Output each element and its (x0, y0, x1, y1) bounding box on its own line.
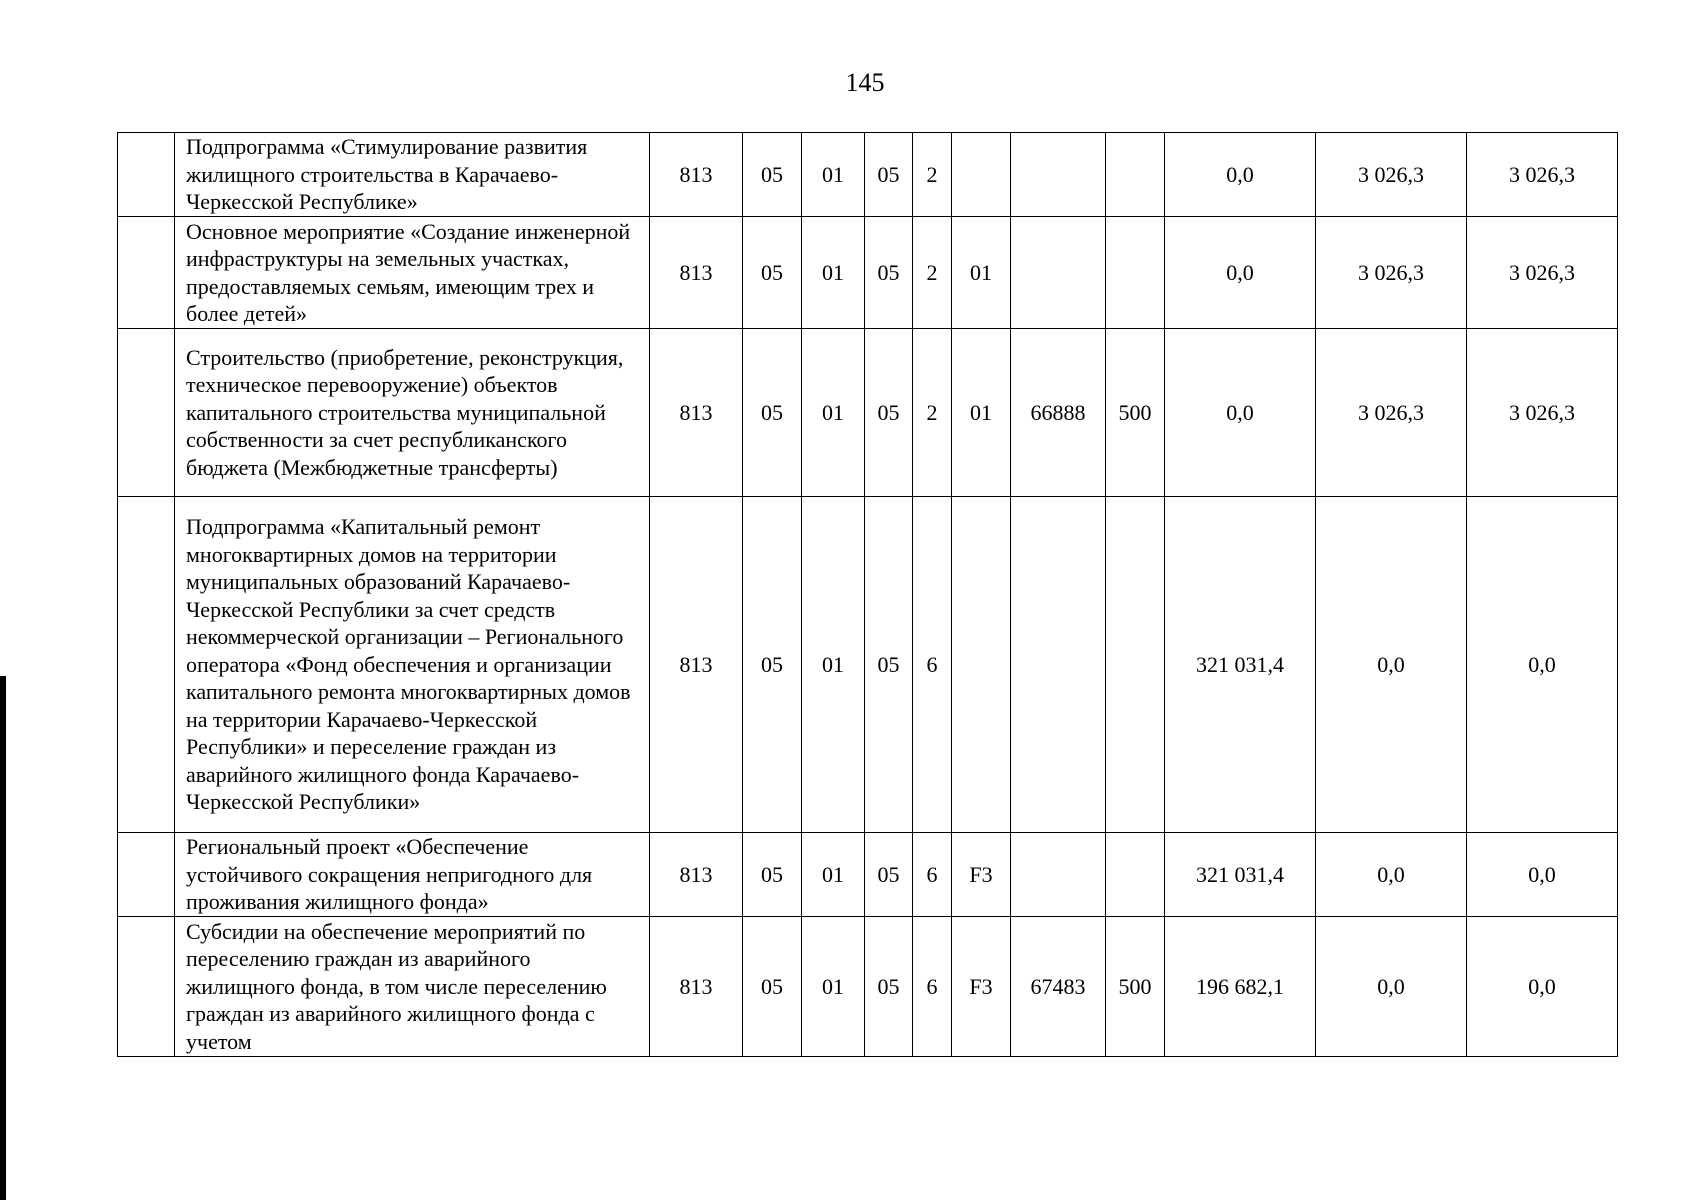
subsection-code-cell: 01 (802, 133, 865, 217)
section-code-cell: 05 (743, 133, 802, 217)
row-number-cell (118, 833, 175, 917)
row-number-cell (118, 917, 175, 1057)
direction-code-cell (1011, 497, 1106, 833)
table-row (118, 497, 1618, 833)
item-name-cell: Подпрограмма «Стимулирование развития жилищного строительства в Карачаево-Черкесской Республике» (175, 133, 650, 217)
section-code-cell: 05 (743, 217, 802, 329)
table-row (118, 217, 1618, 329)
sum-year2-cell: 0,0 (1316, 833, 1467, 917)
sum-year1-cell: 0,0 (1165, 217, 1316, 329)
direction-code-cell: 67483 (1011, 917, 1106, 1057)
page-number: 145 (845, 68, 885, 97)
event-code-cell: F3 (952, 833, 1011, 917)
scan-edge-mark (0, 676, 6, 1200)
sum-year3-cell: 3 026,3 (1467, 133, 1618, 217)
event-code-cell (952, 497, 1011, 833)
ministry-code-cell: 813 (650, 917, 743, 1057)
item-name-cell: Строительство (приобретение, реконструкция, техническое перевооружение) объектов капитального строительства муниципальной собственности за счет республиканского бюджета (Межбюджетные трансферты) (175, 329, 650, 497)
item-name-cell: Основное мероприятие «Создание инженерной инфраструктуры на земельных участках, предоставляемых семьям, имеющим трех и более детей» (175, 217, 650, 329)
ministry-code-cell: 813 (650, 329, 743, 497)
event-code-cell (952, 133, 1011, 217)
expense-type-cell (1106, 133, 1165, 217)
section-code-cell: 05 (743, 833, 802, 917)
sum-year2-cell: 3 026,3 (1316, 133, 1467, 217)
program-code-cell: 05 (865, 917, 913, 1057)
subprogram-code-cell: 6 (913, 833, 952, 917)
subsection-code-cell: 01 (802, 917, 865, 1057)
item-name-cell: Субсидии на обеспечение мероприятий по переселению граждан из аварийного жилищного фонда, в том числе переселению граждан из аварийного жилищного фонда с учетом (175, 917, 650, 1057)
sum-year1-cell: 196 682,1 (1165, 917, 1316, 1057)
subsection-code-cell: 01 (802, 217, 865, 329)
sum-year1-cell: 0,0 (1165, 329, 1316, 497)
item-name-cell: Подпрограмма «Капитальный ремонт многоквартирных домов на территории муниципальных образований Карачаево-Черкесской Республики за счет средств некоммерческой организации – Регионального оператора «Фонд обеспечения и организации капитального ремонта многоквартирных домов на территории Карачаево-Черкесской Республики» и переселение граждан из аварийного жилищного фонда Карачаево-Черкесской Республики» (175, 497, 650, 833)
sum-year1-cell: 0,0 (1165, 133, 1316, 217)
row-number-cell (118, 497, 175, 833)
section-code-cell: 05 (743, 329, 802, 497)
expense-type-cell: 500 (1106, 329, 1165, 497)
expense-type-cell (1106, 833, 1165, 917)
direction-code-cell (1011, 833, 1106, 917)
program-code-cell: 05 (865, 133, 913, 217)
sum-year3-cell: 0,0 (1467, 497, 1618, 833)
program-code-cell: 05 (865, 217, 913, 329)
table-row (118, 329, 1618, 497)
item-name-cell: Региональный проект «Обеспечение устойчивого сокращения непригодного для проживания жилищного фонда» (175, 833, 650, 917)
row-number-cell (118, 329, 175, 497)
sum-year3-cell: 3 026,3 (1467, 217, 1618, 329)
table-row (118, 133, 1618, 217)
subsection-code-cell: 01 (802, 329, 865, 497)
expense-type-cell: 500 (1106, 917, 1165, 1057)
program-code-cell: 05 (865, 833, 913, 917)
program-code-cell: 05 (865, 497, 913, 833)
direction-code-cell: 66888 (1011, 329, 1106, 497)
subsection-code-cell: 01 (802, 833, 865, 917)
sum-year1-cell: 321 031,4 (1165, 833, 1316, 917)
section-code-cell: 05 (743, 917, 802, 1057)
subprogram-code-cell: 2 (913, 217, 952, 329)
direction-code-cell (1011, 217, 1106, 329)
subsection-code-cell: 01 (802, 497, 865, 833)
sum-year3-cell: 0,0 (1467, 917, 1618, 1057)
table-row (118, 917, 1618, 1057)
event-code-cell: 01 (952, 217, 1011, 329)
sum-year2-cell: 0,0 (1316, 917, 1467, 1057)
row-number-cell (118, 217, 175, 329)
sum-year3-cell: 3 026,3 (1467, 329, 1618, 497)
subprogram-code-cell: 2 (913, 329, 952, 497)
row-number-cell (118, 133, 175, 217)
subprogram-code-cell: 6 (913, 497, 952, 833)
direction-code-cell (1011, 133, 1106, 217)
ministry-code-cell: 813 (650, 497, 743, 833)
subprogram-code-cell: 6 (913, 917, 952, 1057)
event-code-cell: F3 (952, 917, 1011, 1057)
expense-type-cell (1106, 217, 1165, 329)
event-code-cell: 01 (952, 329, 1011, 497)
table-row (118, 833, 1618, 917)
ministry-code-cell: 813 (650, 217, 743, 329)
program-code-cell: 05 (865, 329, 913, 497)
sum-year1-cell: 321 031,4 (1165, 497, 1316, 833)
ministry-code-cell: 813 (650, 833, 743, 917)
sum-year2-cell: 3 026,3 (1316, 217, 1467, 329)
sum-year3-cell: 0,0 (1467, 833, 1618, 917)
sum-year2-cell: 3 026,3 (1316, 329, 1467, 497)
expense-type-cell (1106, 497, 1165, 833)
sum-year2-cell: 0,0 (1316, 497, 1467, 833)
subprogram-code-cell: 2 (913, 133, 952, 217)
budget-table (117, 132, 1618, 1057)
ministry-code-cell: 813 (650, 133, 743, 217)
section-code-cell: 05 (743, 497, 802, 833)
